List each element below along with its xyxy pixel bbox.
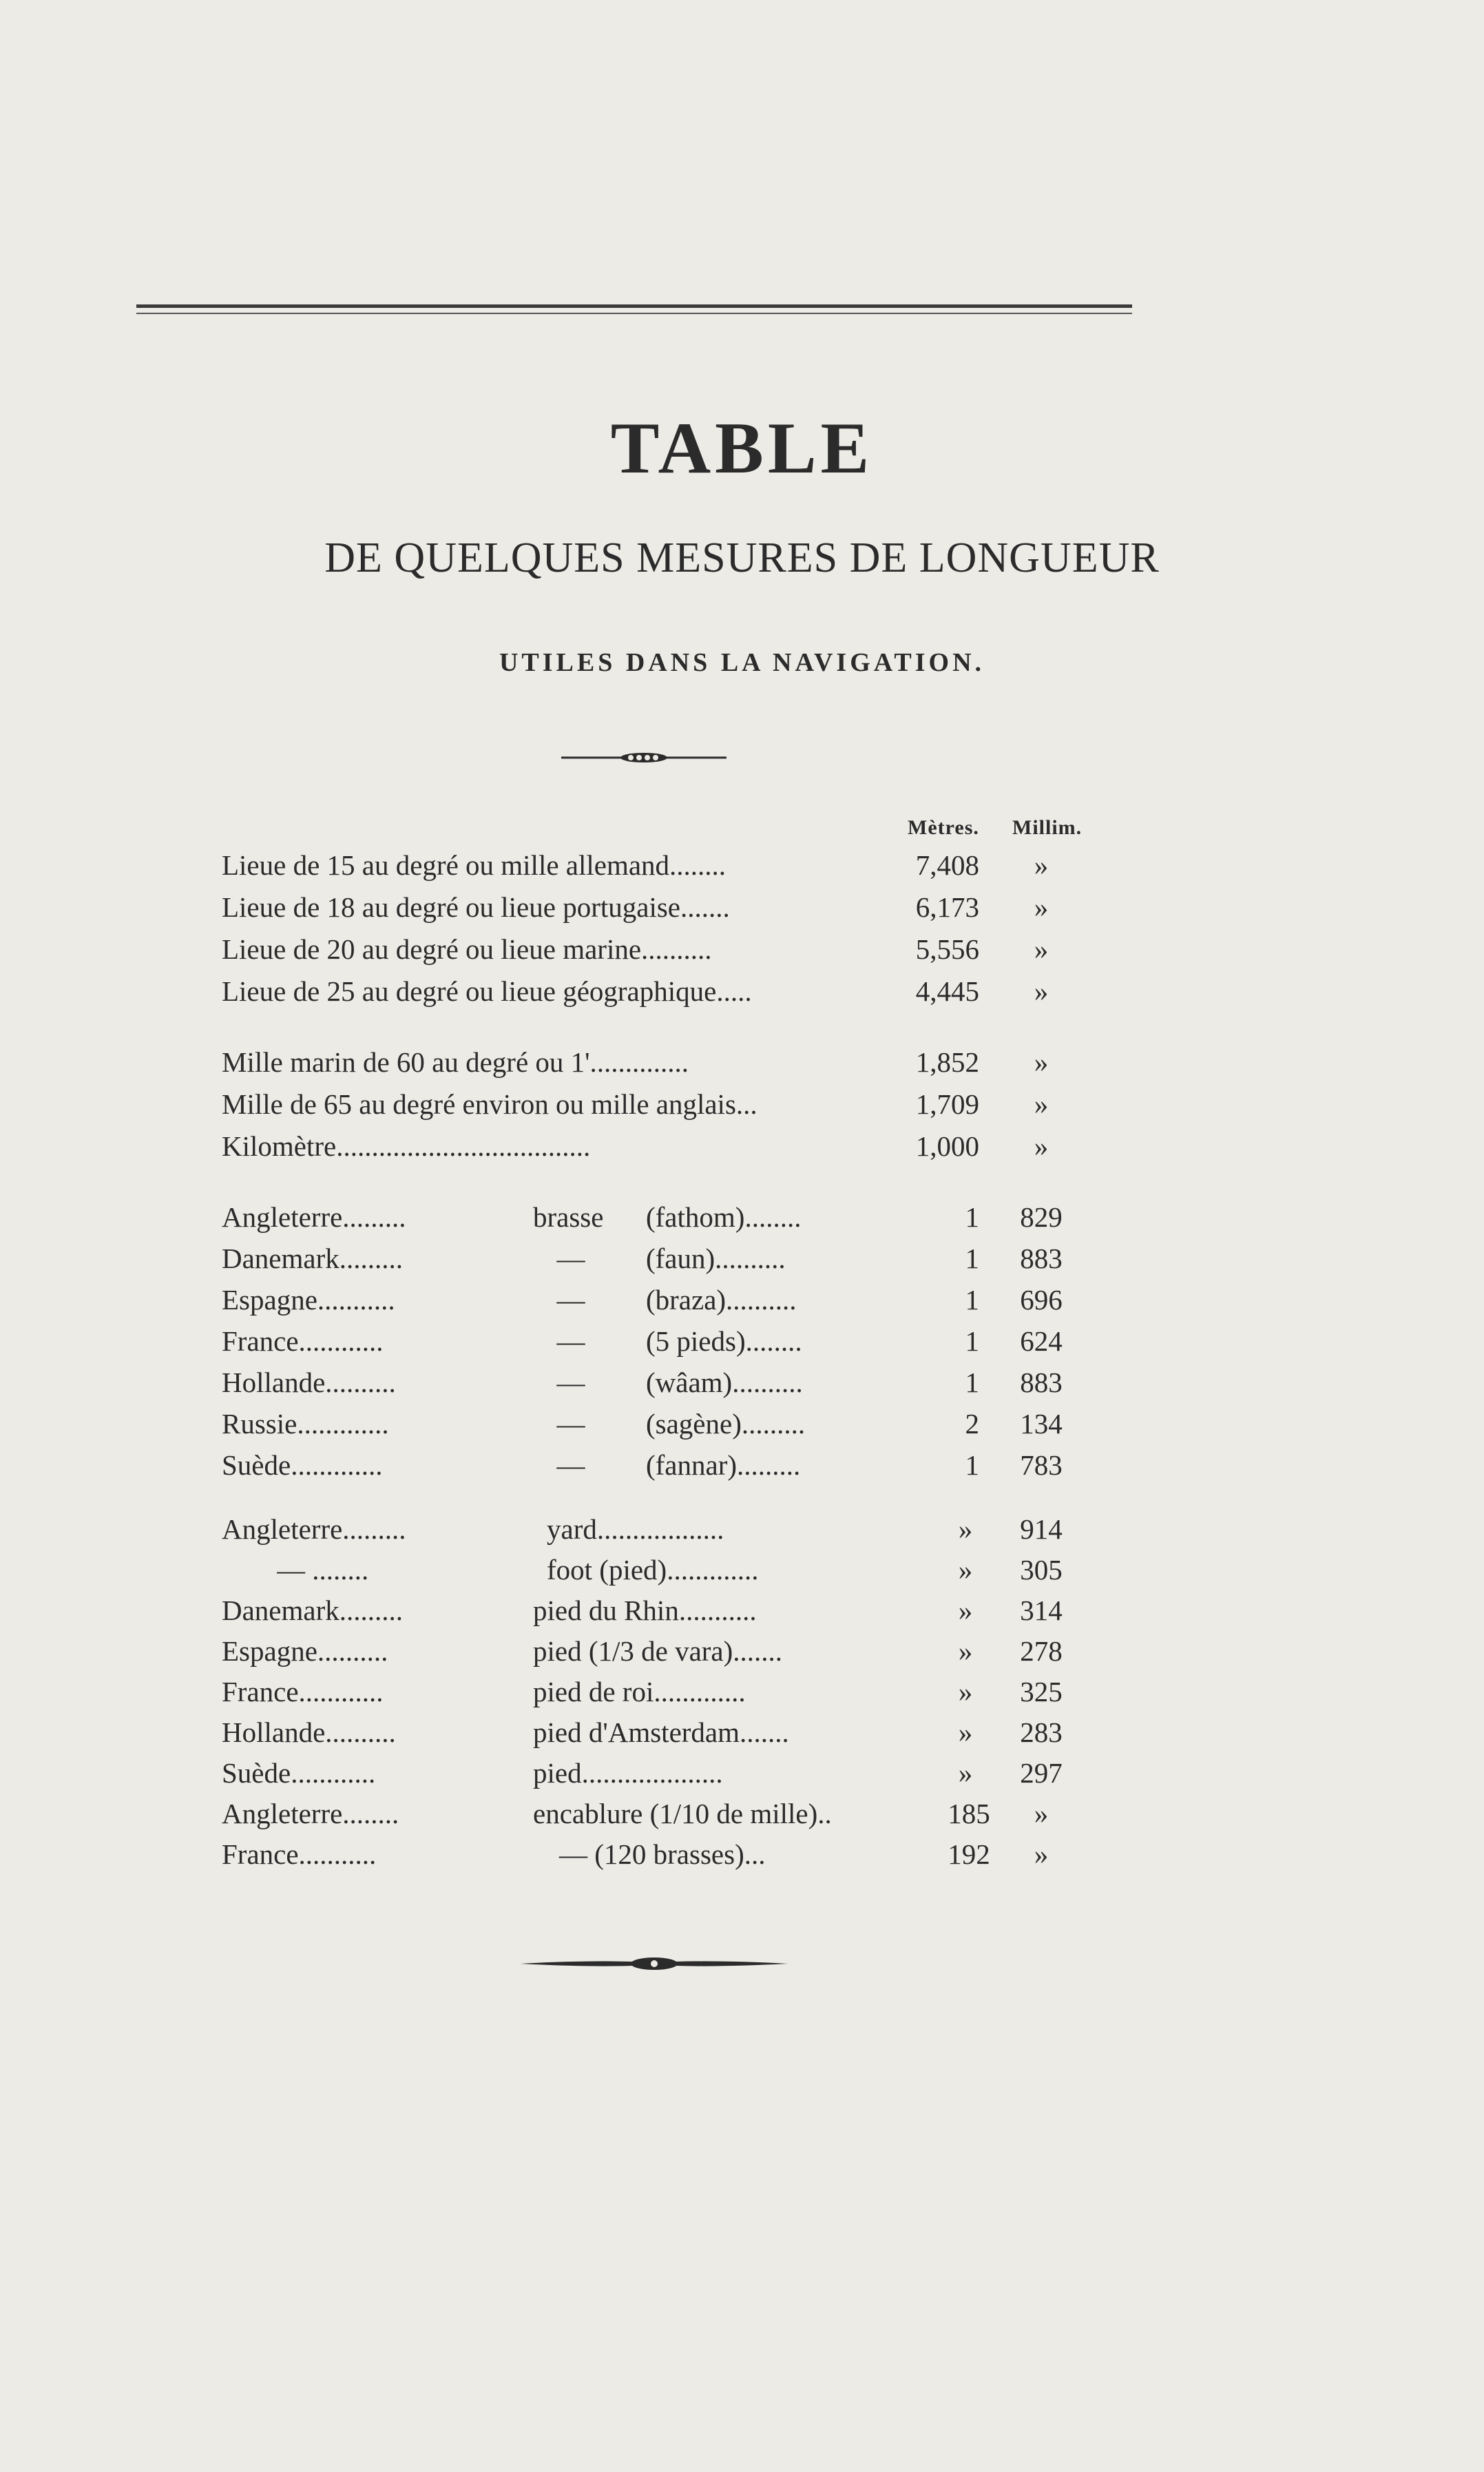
unit: pied de roi............. — [533, 1676, 746, 1707]
unit-name: (5 pieds)........ — [646, 1325, 802, 1357]
country: France............ — [222, 1325, 384, 1357]
unit: pied.................... — [533, 1757, 723, 1789]
value-millim: 914 — [1020, 1513, 1063, 1545]
value-millim: » — [1034, 1088, 1049, 1120]
country: — ........ — [277, 1554, 369, 1586]
row-label: Mille marin de 60 au degré ou 1'.............. — [222, 1046, 689, 1078]
country: France........... — [222, 1838, 377, 1870]
table-row — [222, 1242, 1083, 1280]
value-metres: » — [958, 1635, 973, 1667]
value-millim: » — [1034, 1046, 1049, 1078]
value-millim: » — [1034, 849, 1049, 881]
table-row — [222, 1325, 1083, 1363]
row-label: Lieue de 18 au degré ou lieue portugaise....... — [222, 891, 730, 923]
header-metres: Mètres. — [908, 816, 979, 839]
value-millim: 283 — [1020, 1716, 1063, 1748]
table-row — [222, 1366, 1083, 1404]
unit-name: (fathom)........ — [646, 1201, 802, 1233]
value-metres: 5,556 — [915, 933, 979, 965]
value-millim: 783 — [1020, 1449, 1063, 1481]
unit-name: (braza).......... — [646, 1284, 797, 1316]
top-rule — [136, 304, 1132, 314]
value-metres: » — [958, 1716, 973, 1748]
value-metres: 1,709 — [915, 1088, 979, 1120]
value-millim: 624 — [1020, 1325, 1063, 1357]
value-millim: 829 — [1020, 1201, 1063, 1233]
country: Suède............ — [222, 1757, 376, 1789]
unit: — — [556, 1449, 585, 1481]
country: Angleterre........ — [222, 1798, 399, 1829]
ornament-divider-bottom — [516, 1953, 792, 1974]
table-row — [222, 891, 1083, 929]
country: Russie............. — [222, 1408, 389, 1440]
unit-name: (sagène)......... — [646, 1408, 806, 1440]
value-metres: 7,408 — [915, 849, 979, 881]
table-row — [222, 1838, 1083, 1876]
table-row — [222, 933, 1083, 971]
value-metres: 1 — [965, 1367, 979, 1398]
row-label: Mille de 65 au degré environ ou mille anglais... — [222, 1088, 757, 1120]
value-millim: 278 — [1020, 1635, 1063, 1667]
value-metres: » — [958, 1513, 973, 1545]
table-row — [222, 1448, 1083, 1487]
value-metres: » — [958, 1676, 973, 1707]
unit-name: (faun).......... — [646, 1243, 786, 1274]
value-millim: 325 — [1020, 1676, 1063, 1707]
table-row — [222, 1407, 1083, 1446]
value-metres: 1 — [965, 1325, 979, 1357]
value-metres: » — [958, 1554, 973, 1586]
value-metres: 1 — [965, 1449, 979, 1481]
unit: pied du Rhin........... — [533, 1595, 757, 1626]
page-title: TABLE — [610, 408, 874, 488]
value-metres: 1,852 — [915, 1046, 979, 1078]
unit: pied d'Amsterdam....... — [533, 1716, 789, 1748]
table-row — [222, 1513, 1083, 1551]
table-row — [222, 1553, 1083, 1592]
unit: — (120 brasses)... — [559, 1838, 766, 1870]
value-metres: 4,445 — [915, 975, 979, 1007]
row-label: Lieue de 25 au degré ou lieue géographique..... — [222, 975, 752, 1007]
table-row — [222, 1797, 1083, 1836]
table-row — [222, 849, 1083, 887]
value-millim: 314 — [1020, 1595, 1063, 1626]
value-metres: 1 — [965, 1284, 979, 1316]
table-row — [222, 1088, 1083, 1126]
value-metres: 192 — [948, 1838, 990, 1870]
table-row — [222, 1130, 1083, 1168]
value-millim: » — [1034, 975, 1049, 1007]
header-millim: Millim. — [1012, 816, 1083, 839]
country: Angleterre......... — [222, 1201, 406, 1233]
table-row — [222, 1201, 1083, 1239]
table-row — [222, 1283, 1083, 1322]
row-label: Kilomètre.................................... — [222, 1130, 591, 1162]
value-metres: 2 — [965, 1408, 979, 1440]
table-row — [222, 1756, 1083, 1795]
unit: — — [556, 1243, 585, 1274]
value-metres: 1,000 — [915, 1130, 979, 1162]
table-row — [222, 1046, 1083, 1084]
country: Espagne.......... — [222, 1635, 388, 1667]
unit: — — [556, 1284, 585, 1316]
country: Espagne........... — [222, 1284, 395, 1316]
value-millim: 297 — [1020, 1757, 1063, 1789]
country: Suède............. — [222, 1449, 383, 1481]
unit-name: (wâam).......... — [646, 1367, 803, 1398]
unit: brasse — [533, 1201, 604, 1233]
unit: — — [556, 1367, 585, 1398]
country: Danemark......... — [222, 1243, 403, 1274]
value-metres: 1 — [965, 1243, 979, 1274]
country: Hollande.......... — [222, 1716, 396, 1748]
value-millim: 883 — [1020, 1367, 1063, 1398]
value-metres: » — [958, 1595, 973, 1626]
table-row — [222, 1594, 1083, 1632]
value-metres: 185 — [948, 1798, 990, 1829]
unit: yard.................. — [547, 1513, 724, 1545]
value-millim: 883 — [1020, 1243, 1063, 1274]
row-label: Lieue de 15 au degré ou mille allemand........ — [222, 849, 727, 881]
value-millim: » — [1034, 1838, 1049, 1870]
table-row — [222, 1634, 1083, 1673]
unit: foot (pied)............. — [547, 1554, 759, 1586]
value-millim: » — [1034, 891, 1049, 923]
unit: — — [556, 1408, 585, 1440]
unit-name: (fannar)......... — [646, 1449, 801, 1481]
country: France............ — [222, 1676, 384, 1707]
subtitle-secondary: UTILES DANS LA NAVIGATION. — [499, 648, 985, 677]
row-label: Lieue de 20 au degré ou lieue marine.......... — [222, 933, 712, 965]
value-millim: 134 — [1020, 1408, 1063, 1440]
value-millim: » — [1034, 1130, 1049, 1162]
value-millim: 696 — [1020, 1284, 1063, 1316]
subtitle: DE QUELQUES MESURES DE LONGUEUR — [324, 534, 1160, 581]
value-metres: » — [958, 1757, 973, 1789]
unit: — — [556, 1325, 585, 1357]
country: Angleterre......... — [222, 1513, 406, 1545]
value-millim: » — [1034, 1798, 1049, 1829]
table-row — [222, 1716, 1083, 1754]
unit: pied (1/3 de vara)....... — [533, 1635, 783, 1667]
value-millim: » — [1034, 933, 1049, 965]
country: Danemark......... — [222, 1595, 403, 1626]
table-row — [222, 975, 1083, 1013]
value-metres: 1 — [965, 1201, 979, 1233]
ornament-divider-top — [558, 747, 730, 768]
value-millim: 305 — [1020, 1554, 1063, 1586]
value-metres: 6,173 — [915, 891, 979, 923]
country: Hollande.......... — [222, 1367, 396, 1398]
table-row — [222, 1675, 1083, 1714]
unit: encablure (1/10 de mille).. — [533, 1798, 832, 1829]
